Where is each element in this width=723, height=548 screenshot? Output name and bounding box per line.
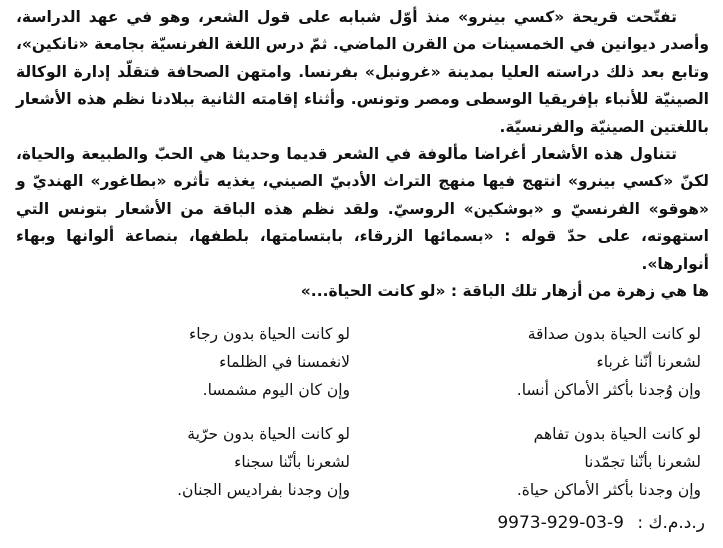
poem-line: وإن وجدنا بفراديس الجنان. <box>177 481 350 499</box>
poem-line: لو كانت الحياة بدون تفاهم <box>533 425 701 443</box>
poem-line: لشعرنا بأنّنا تجمّدنا <box>584 453 701 471</box>
isbn-label: ر.د.م.ك : <box>637 513 705 533</box>
poem-line: لو كانت الحياة بدون رجاء <box>188 325 350 343</box>
paragraph-themes: تتناول هذه الأشعار أغراضا مألوفة في الشعر قديما وحديثا هي الحبّ والطبيعة والحياة، لكنّ «كسي بينرو» انتهج فيها منهج التراث الأدبيّ الصيني، يغذيه تأثره «بطاغور» الهنديّ و «هوقو» الفرنسيّ و «بوشكين» الروسيّ. ولقد نظم هذه الباقة من الأشعار بتونس التي استهوته، على حدّ قوله : «بسمائها الزرقاء، بابتسامتها، بلطفها، بنصاعة ألوانها وبهاء أنوارها». <box>16 145 709 273</box>
poem-line: لو كانت الحياة بدون صداقة <box>527 325 701 343</box>
poem-intro-line: ها هي زهرة من أزهار تلك الباقة : «لو كانت الحياة...» <box>300 282 709 301</box>
poem-line: لانغمسنا في الظلماء <box>219 353 350 371</box>
poem-line: وإن كان اليوم مشمسا. <box>202 381 350 399</box>
poem-line: لشعرنا أنّنا غرباء <box>596 353 701 371</box>
paragraph-biography: تفتّحت قريحة «كسي بينرو» منذ أوّل شبابه على قول الشعر، وهو في عهد الدراسة، وأصدر ديوانين في الخمسينات من القرن الماضي. ثمّ درس اللغة الفرنسيّة بجامعة «نانكين»، وتابع بعد ذلك دراسته العليا بمدينة «غرونبل» بفرنسا. وامتهن الصحافة فتقلّد إدارة الوكالة الصينيّة للأنباء بإفريقيا الوسطى ومصر وتونس. وأثناء إقامته الثانية ببلادنا نظم هذه الأشعار باللغتين الصينيّة والفرنسيّة. <box>16 8 709 136</box>
stanza-2-right-column <box>401 420 701 504</box>
isbn-line <box>497 510 705 536</box>
poem-line: لشعرنا بأنّنا سجناء <box>234 453 350 471</box>
poem-line: لو كانت الحياة بدون حرّية <box>187 425 350 443</box>
isbn-number: 9973-929-03-9 <box>497 513 624 533</box>
stanza-1-right-column <box>401 320 701 404</box>
poem-line: وإن وجدنا بأكثر الأماكن حياة. <box>516 481 701 499</box>
stanza-1-left-column <box>50 320 350 404</box>
stanza-2-left-column <box>50 420 350 504</box>
prose-body <box>16 4 709 305</box>
poem-line: وإن وُجدنا بأكثر الأماكن أنسا. <box>516 381 701 399</box>
